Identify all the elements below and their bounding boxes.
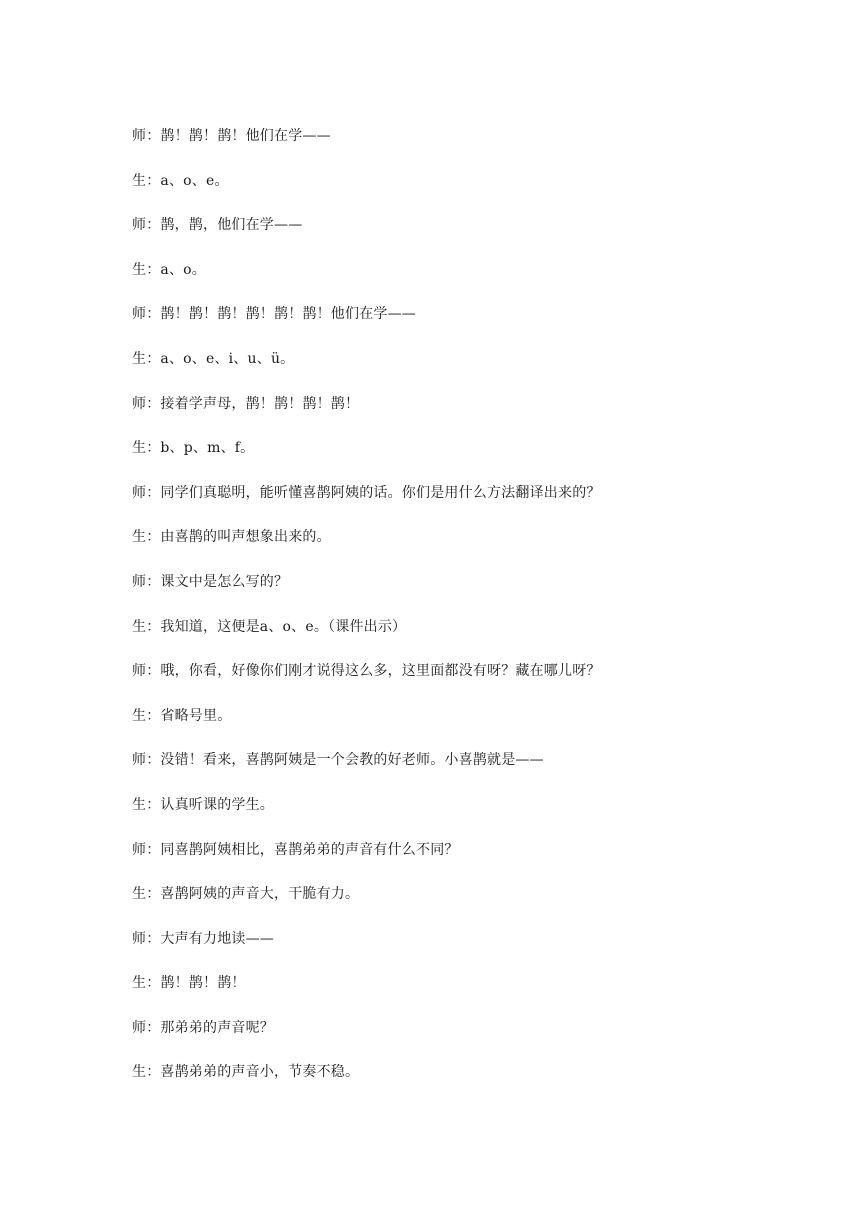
dialogue-line: 师：没错！看来，喜鹊阿姨是一个会教的好老师。小喜鹊就是——: [132, 752, 544, 769]
dialogue-line: 生：认真听课的学生。: [132, 796, 274, 813]
dialogue-line: 师：大声有力地读——: [132, 930, 274, 947]
dialogue-line: 生：喜鹊弟弟的声音小，节奏不稳。: [132, 1064, 360, 1081]
dialogue-line: 生：a、o、e。: [132, 172, 229, 189]
dialogue-line: 师：课文中是怎么写的？: [132, 573, 289, 590]
dialogue-line: 生：我知道，这便是a、o、e。（课件出示）: [132, 618, 407, 635]
dialogue-line: 师：哦，你看，好像你们刚才说得这么多，这里面都没有呀？藏在哪儿呀？: [132, 663, 601, 680]
dialogue-line: 师：同喜鹊阿姨相比，喜鹊弟弟的声音有什么不同？: [132, 841, 459, 858]
dialogue-line: 师：同学们真聪明，能听懂喜鹊阿姨的话。你们是用什么方法翻译出来的？: [132, 484, 601, 501]
dialogue-transcript: [132, 126, 752, 1107]
dialogue-line: 生：省略号里。: [132, 707, 232, 724]
dialogue-line: 师：鹊，鹊，他们在学——: [132, 217, 303, 234]
dialogue-line: 师：接着学声母，鹊！鹊！鹊！鹊！: [132, 395, 360, 412]
dialogue-line: 生：喜鹊阿姨的声音大，干脆有力。: [132, 886, 360, 903]
dialogue-line: 生：a、o、e、i、u、ü。: [132, 350, 295, 367]
dialogue-line: 生：鹊！鹊！鹊！: [132, 975, 246, 992]
dialogue-line: 生：a、o。: [132, 261, 206, 278]
dialogue-line: 师：鹊！鹊！鹊！他们在学——: [132, 128, 331, 144]
dialogue-line: 师：那弟弟的声音呢？: [132, 1019, 274, 1036]
dialogue-line: 师：鹊！鹊！鹊！鹊！鹊！鹊！他们在学——: [132, 306, 416, 323]
dialogue-line: 生：b、p、m、f。: [132, 440, 255, 457]
dialogue-line: 生：由喜鹊的叫声想象出来的。: [132, 529, 331, 546]
